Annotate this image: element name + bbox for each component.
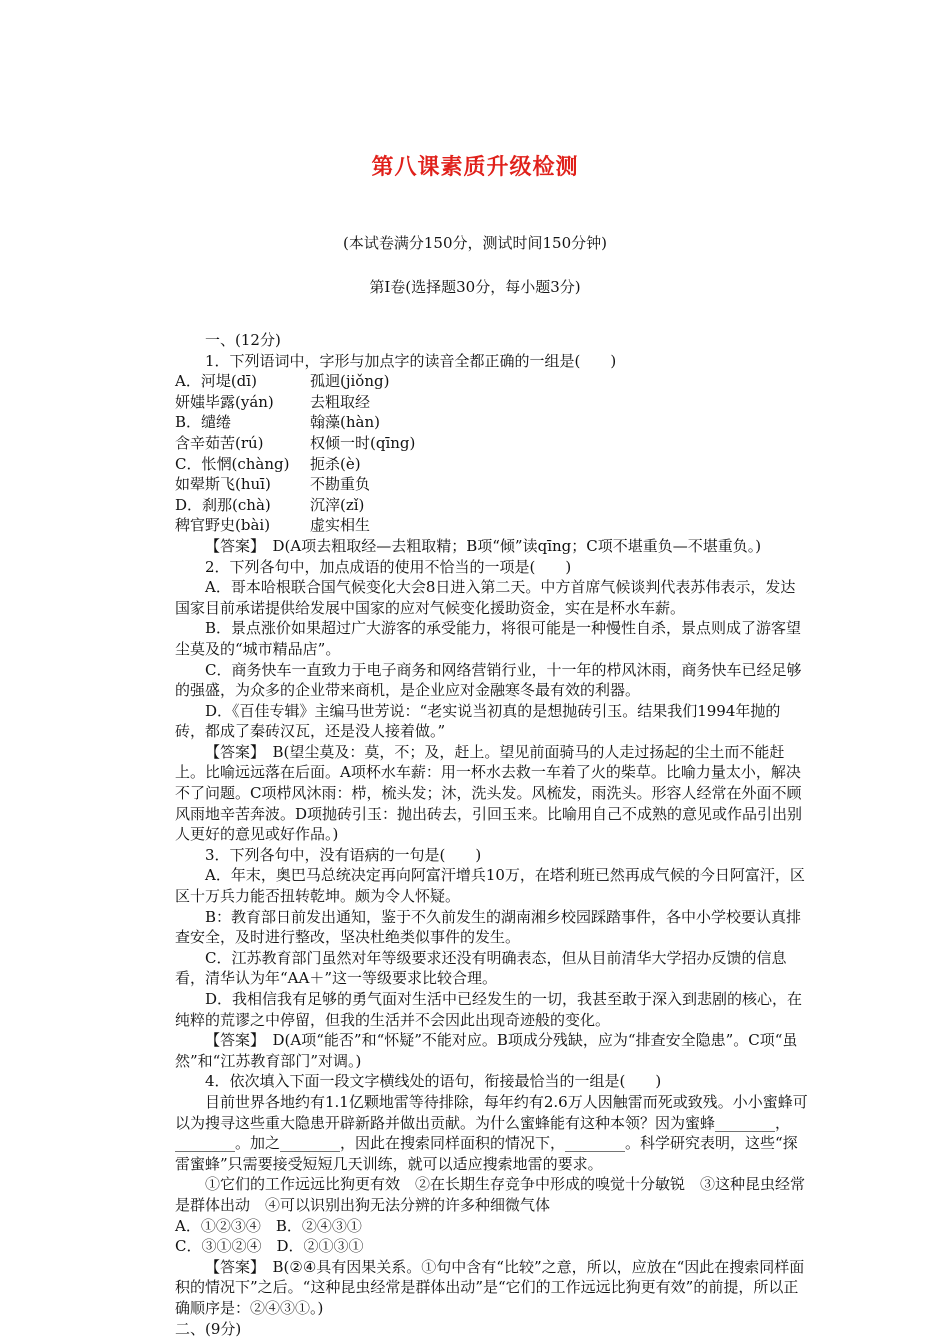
option-term: 扼杀(è) <box>310 454 361 473</box>
option-b: B．景点涨价如果超过广大游客的承受能力，将很可能是一种慢性自杀，景点则成了游客望尘莫及的“城市精品店”。 <box>175 619 802 658</box>
question-stem: 2．下列各句中，加点成语的使用不恰当的一项是( ) <box>205 557 572 576</box>
option-term: 虚实相生 <box>310 516 371 535</box>
option-statements: ①它们的工作远远比狗更有效 ②在长期生存竞争中形成的嗅觉十分敏锐 ③这种昆虫经常是群体出动 ④可以识别出狗无法分辨的许多种细微气体 <box>175 1175 806 1214</box>
passage: 目前世界各地约有1.1亿颗地雷等待排除，每年约有2.6万人因触雷而死或致残。小小蜜蜂可以为搜寻这些重大隐患开辟新路并做出贡献。为什么蜜蜂能有这种本领？因为蜜蜂________，________。加之________，因此在搜索同样面积的情况下，________。科学研究表明，这些“探雷蜜蜂”只需要接受短短几天训练，就可以适应搜索地雷的要求。 <box>175 1092 808 1173</box>
option-row <box>175 433 810 454</box>
option-row <box>175 474 810 495</box>
option-d: D．我相信我有足够的勇气面对生活中已经发生的一切，我甚至敢于深入到悲剧的核心，在纯粹的荒谬之中停留，但我的生活并不会因此出现奇迹般的变化。 <box>175 990 803 1029</box>
answer-block <box>175 742 810 845</box>
option-row <box>175 515 810 536</box>
option-c: C．江苏教育部门虽然对年等级要求还没有明确表态，但从目前清华大学招办反馈的信息看，清华认为年“AA＋”这一等级要求比较合理。 <box>175 948 787 988</box>
answer-block <box>175 1030 810 1071</box>
option-term: 如翚斯飞(huī) <box>175 475 271 494</box>
option-term: 去粗取经 <box>310 392 371 411</box>
answer-text: B(②④具有因果关系。①句中含有“比较”之意，所以，应放在“因此在搜索同样面积的情况下”之后。“这种昆虫经常是群体出动”是“它们的工作远远比狗更有效”的前提，所以正确顺序是：②④③①。) <box>175 1257 805 1317</box>
answer-block <box>175 1257 810 1319</box>
answer-tag: 【答案】 <box>205 536 258 555</box>
option-row <box>175 454 810 475</box>
answer-text: B(望尘莫及：莫，不；及，赶上。望见前面骑马的人走过扬起的尘土而不能赶上。比喻远远落在后面。A项杯水车薪：用一杯水去救一车着了火的柴草。比喻力量太小，解决不了问题。C项栉风沐雨：栉，梳头发；沐，洗头发。风梳发，雨洗头。形容人经常在外面不顾风雨地辛苦奔波。D项抛砖引玉：抛出砖去，引回玉来。比喻用自己不成熟的意见或作品引出别人更好的意见或好作品。) <box>175 742 803 844</box>
option-term: 稗官野史(bài) <box>175 516 271 535</box>
option-row <box>175 392 810 413</box>
option-b: B：教育部日前发出通知，鉴于不久前发生的湖南湘乡校园踩踏事件，各中小学校要认真排查安全，及时进行整改，坚决杜绝类似事件的发生。 <box>175 907 802 947</box>
option-term: A．河堤(dī) <box>175 372 257 391</box>
option-row <box>175 412 810 433</box>
option-cd: C．③①②④ D．②①③① <box>175 1237 364 1256</box>
option-a: A．年末，奥巴马总统决定再向阿富汗增兵10万，在塔利班已然再成气候的今日阿富汗，区区十万兵力能否扭转乾坤。颇为令人怀疑。 <box>175 866 805 906</box>
option-term: D．刹那(chà) <box>175 495 271 514</box>
answer-tag: 【答案】 <box>205 1031 258 1050</box>
option-term: 孤迥(jiǒng) <box>310 372 390 391</box>
question-stem: 3．下列各句中，没有语病的一句是( ) <box>205 845 482 864</box>
part-heading: 二、(9分) <box>175 1319 242 1338</box>
option-a: A．哥本哈根联合国气候变化大会8日进入第二天。中方首席气候谈判代表苏伟表示，发达国家目前承诺提供给发展中国家的应对气候变化援助资金，实在是杯水车薪。 <box>175 578 796 617</box>
answer-text: D(A项“能否”和“怀疑”不能对应。B项成分残缺，应为“排查安全隐患”。C项“虽然”和“江苏教育部门”对调。) <box>175 1031 798 1070</box>
option-row <box>175 495 810 516</box>
option-term: B．缱绻 <box>175 413 232 432</box>
option-ab: A．①②③④ B．②④③① <box>175 1216 362 1235</box>
option-term: 不勘重负 <box>310 475 371 494</box>
part-heading: 一、(12分) <box>205 331 281 349</box>
answer-text: D(A项去粗取经—去粗取精；B项“倾”读qīng；C项不堪重负—不堪重负。) <box>257 536 762 555</box>
option-list <box>175 371 810 536</box>
option-d: D．《百佳专辑》主编马世芳说：“老实说当初真的是想抛砖引玉。结果我们1994年抛的砖，都成了秦砖汉瓦，还是没人接着做。” <box>175 701 781 741</box>
answer-block <box>175 536 810 557</box>
section-heading: 第Ⅰ卷(选择题30分，每小题3分) <box>369 278 581 296</box>
question-body <box>175 330 810 1339</box>
option-c: C．商务快车一直致力于电子商务和网络营销行业，十一年的栉风沐雨，商务快车已经足够的强盛，为众多的企业带来商机，是企业应对金融寒冬最有效的利器。 <box>175 660 802 700</box>
option-term: 含辛茹苦(rú) <box>175 433 264 452</box>
option-term: C．怅惘(chàng) <box>175 454 290 473</box>
option-term: 权倾一时(qīng) <box>310 433 416 452</box>
exam-info: (本试卷满分150分，测试时间150分钟) <box>343 234 607 252</box>
answer-tag: 【答案】 <box>205 1257 258 1276</box>
option-row <box>175 371 810 392</box>
question-stem: 1．下列语词中，字形与加点字的读音全都正确的一组是( ) <box>205 351 617 370</box>
question-stem: 4．依次填入下面一段文字横线处的语句，衔接最恰当的一组是( ) <box>205 1072 662 1091</box>
answer-tag: 【答案】 <box>205 742 258 761</box>
page-title: 第八课素质升级检测 <box>371 154 579 180</box>
option-term: 翰藻(hàn) <box>310 413 380 432</box>
option-term: 妍媸毕露(yán) <box>175 392 274 411</box>
option-term: 沉滓(zǐ) <box>310 495 365 514</box>
